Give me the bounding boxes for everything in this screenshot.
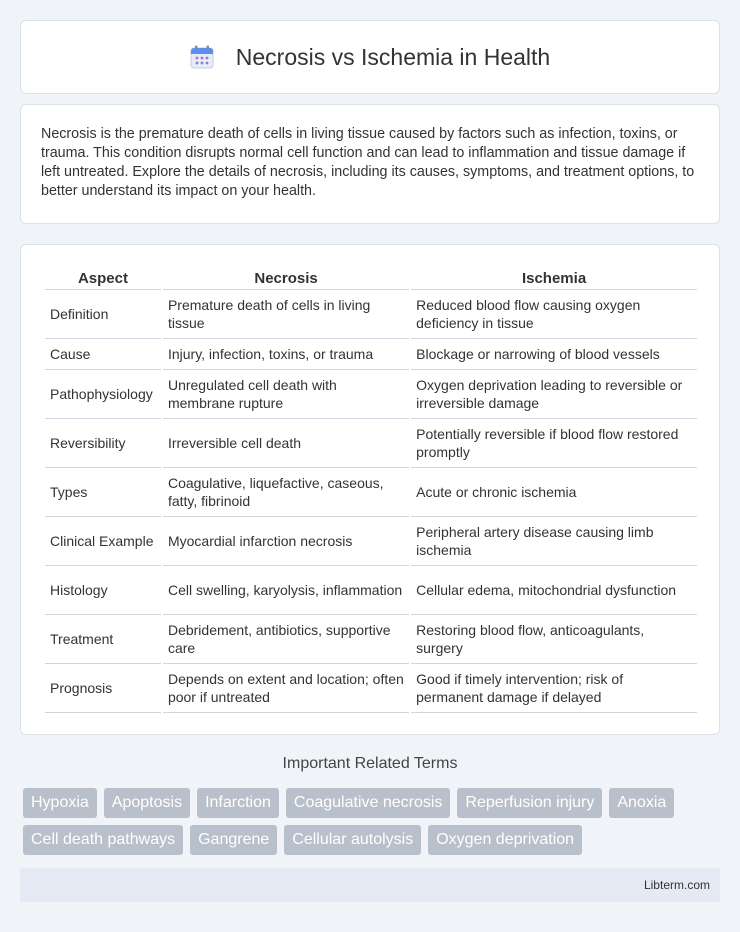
table-row [45, 419, 697, 468]
calendar-icon [190, 45, 214, 69]
ischemia-cell: Good if timely intervention; risk of permanent damage if delayed [411, 664, 697, 713]
table-header-row [45, 263, 697, 290]
ischemia-cell: Acute or chronic ischemia [411, 468, 697, 517]
related-terms-list [23, 788, 723, 862]
related-term-tag[interactable]: Reperfusion injury [457, 788, 602, 818]
column-header-ischemia: Ischemia [411, 263, 697, 290]
related-term-tag[interactable]: Hypoxia [23, 788, 97, 818]
necrosis-cell: Injury, infection, toxins, or trauma [163, 339, 409, 370]
table-row [45, 566, 697, 615]
comparison-card [20, 244, 720, 735]
aspect-cell: Treatment [45, 615, 161, 664]
aspect-cell: Prognosis [45, 664, 161, 713]
necrosis-cell: Cell swelling, karyolysis, inflammation [163, 566, 409, 615]
aspect-cell: Definition [45, 290, 161, 339]
table-row [45, 370, 697, 419]
aspect-cell: Reversibility [45, 419, 161, 468]
related-term-tag[interactable]: Infarction [197, 788, 279, 818]
ischemia-cell: Peripheral artery disease causing limb ischemia [411, 517, 697, 566]
header-card [20, 20, 720, 94]
ischemia-cell: Cellular edema, mitochondrial dysfunction [411, 566, 697, 615]
table-row [45, 468, 697, 517]
column-header-aspect: Aspect [45, 263, 161, 290]
necrosis-cell: Irreversible cell death [163, 419, 409, 468]
related-term-tag[interactable]: Cellular autolysis [284, 825, 421, 855]
ischemia-cell: Oxygen deprivation leading to reversible or irreversible damage [411, 370, 697, 419]
comparison-table [43, 263, 699, 713]
table-row [45, 339, 697, 370]
intro-paragraph: Necrosis is the premature death of cells in living tissue caused by factors such as infection, toxins, or trauma. This condition disrupts normal cell function and can lead to inflammation and tissue damage if left untreated. Explore the details of necrosis, including its causes, symptoms, and treatment options, to better understand its impact on your health. [41, 126, 695, 199]
related-term-tag[interactable]: Oxygen deprivation [428, 825, 582, 855]
aspect-cell: Pathophysiology [45, 370, 161, 419]
related-terms-title: Important Related Terms [282, 755, 458, 772]
ischemia-cell: Blockage or narrowing of blood vessels [411, 339, 697, 370]
aspect-cell: Types [45, 468, 161, 517]
intro-card [20, 104, 720, 224]
table-row [45, 664, 697, 713]
necrosis-cell: Depends on extent and location; often poor if untreated [163, 664, 409, 713]
ischemia-cell: Reduced blood flow causing oxygen deficiency in tissue [411, 290, 697, 339]
footer [20, 868, 720, 902]
column-header-necrosis: Necrosis [163, 263, 409, 290]
necrosis-cell: Premature death of cells in living tissue [163, 290, 409, 339]
ischemia-cell: Restoring blood flow, anticoagulants, surgery [411, 615, 697, 664]
necrosis-cell: Coagulative, liquefactive, caseous, fatty, fibrinoid [163, 468, 409, 517]
table-row [45, 615, 697, 664]
related-term-tag[interactable]: Cell death pathways [23, 825, 183, 855]
necrosis-cell: Unregulated cell death with membrane rupture [163, 370, 409, 419]
ischemia-cell: Potentially reversible if blood flow restored promptly [411, 419, 697, 468]
footer-site-link[interactable]: Libterm.com [643, 878, 710, 892]
page-title: Necrosis vs Ischemia in Health [235, 43, 551, 70]
table-row [45, 517, 697, 566]
related-term-tag[interactable]: Apoptosis [104, 788, 190, 818]
related-term-tag[interactable]: Anoxia [609, 788, 674, 818]
necrosis-cell: Debridement, antibiotics, supportive care [163, 615, 409, 664]
aspect-cell: Cause [45, 339, 161, 370]
aspect-cell: Histology [45, 566, 161, 615]
related-term-tag[interactable]: Gangrene [190, 825, 277, 855]
necrosis-cell: Myocardial infarction necrosis [163, 517, 409, 566]
table-row [45, 290, 697, 339]
aspect-cell: Clinical Example [45, 517, 161, 566]
related-term-tag[interactable]: Coagulative necrosis [286, 788, 451, 818]
